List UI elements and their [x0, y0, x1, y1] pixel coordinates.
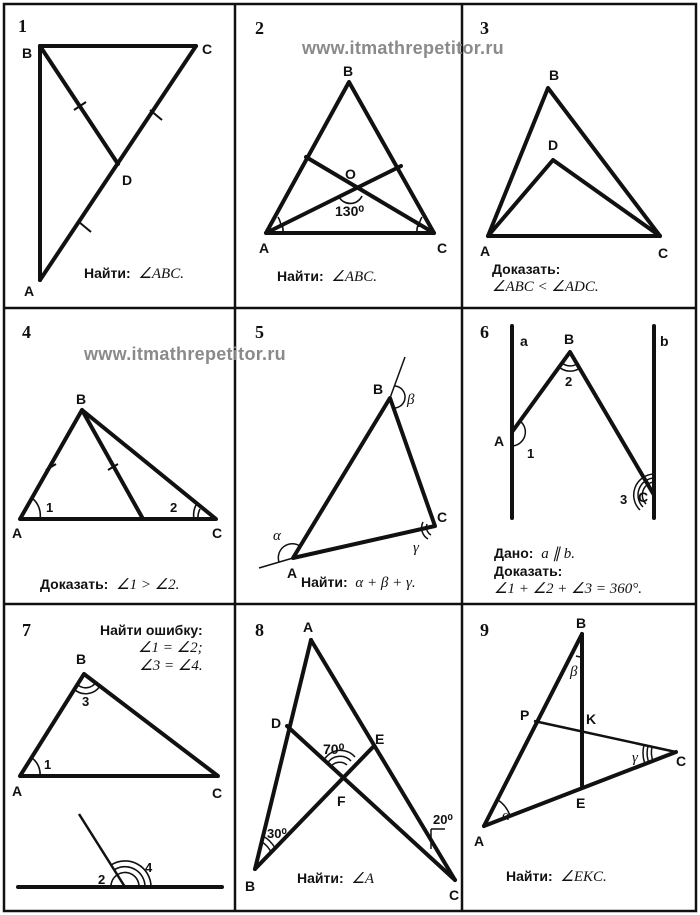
problem-number: 4 [22, 322, 31, 342]
point-label-c: C [202, 41, 213, 57]
point-label-c: C [638, 489, 649, 505]
problem-number: 3 [480, 18, 489, 38]
problem-1 [4, 4, 235, 308]
angle-label-gamma: γ [632, 750, 638, 766]
figure [462, 604, 696, 911]
task-expression: ∠ABC < ∠ADC. [492, 279, 599, 295]
point-label-c: C [658, 245, 669, 261]
angle-arc-gamma [643, 745, 645, 764]
triangle-abc [293, 398, 435, 558]
watermark-top: www.itmathrepetitor.ru [302, 38, 504, 58]
point-label-c: C [437, 509, 448, 525]
point-label-c: C [212, 785, 223, 801]
side-ac [311, 640, 455, 880]
angle-label-alpha: α [502, 808, 510, 824]
problem-number: 7 [22, 620, 31, 640]
point-label-b: B [245, 878, 256, 894]
point-label-a: A [494, 433, 505, 449]
point-label-b: B [76, 651, 87, 667]
point-label-c: C [437, 240, 448, 256]
problem-number: 9 [480, 620, 489, 640]
angle-label-beta: β [570, 664, 578, 680]
task-expression: ∠1 + ∠2 + ∠3 = 360°. [494, 581, 642, 597]
problem-4 [4, 308, 235, 604]
angle-value: 130⁰ [335, 203, 364, 219]
task-expression: ∠A [351, 871, 375, 887]
point-label-a: A [24, 283, 35, 299]
angle-arc-2 [559, 367, 580, 371]
task-text [492, 261, 599, 296]
angle-label-3: 3 [620, 492, 628, 507]
task-text [506, 868, 607, 886]
triangle-abc [488, 88, 660, 236]
angle-label-1: 1 [44, 757, 52, 772]
line-label-b: b [660, 333, 669, 349]
task-expression: ∠1 > ∠2. [116, 577, 180, 593]
angle-value-c: 20⁰ [433, 812, 453, 827]
task-label: Доказать: [492, 261, 561, 277]
point-label-a: A [287, 565, 298, 581]
angle-arc-1 [32, 498, 40, 519]
task-label: Доказать: [494, 563, 563, 579]
point-label-f: F [337, 793, 346, 809]
angle-value-f: 70⁰ [323, 741, 345, 757]
problem-2 [235, 4, 462, 308]
point-label-k: K [586, 711, 597, 727]
figure [4, 308, 235, 604]
watermark-middle: www.itmathrepetitor.ru [84, 344, 286, 364]
task-expression: α + β + γ. [355, 575, 416, 591]
task-text [297, 870, 374, 888]
figure [4, 4, 235, 308]
extension-line-b [390, 357, 405, 398]
broken-line-abc [512, 352, 654, 495]
figure [235, 308, 462, 604]
given-expression: a ∥ b. [541, 546, 575, 562]
segment-pc [534, 721, 676, 752]
point-label-b: B [373, 381, 384, 397]
angle-arc-b [262, 842, 271, 852]
task-expression: ∠EKC. [560, 869, 607, 885]
segment-bd [40, 46, 118, 164]
angle-label-2: 2 [170, 500, 178, 515]
angle-label-4: 4 [145, 860, 153, 875]
task-text [301, 574, 416, 592]
task-label: Доказать: [40, 576, 109, 592]
task-label: Найти: [301, 574, 348, 590]
point-label-a: A [474, 833, 485, 849]
problem-number: 6 [480, 322, 489, 342]
segment-be [255, 747, 373, 869]
point-label-a: A [12, 525, 23, 541]
point-label-p: P [520, 707, 530, 723]
task-expression: ∠1 = ∠2; [138, 640, 203, 656]
task-label: Найти: [84, 265, 131, 281]
point-label-d: D [122, 172, 133, 188]
angle-arc-gamma [647, 746, 649, 763]
line-label-a: a [520, 333, 528, 349]
point-label-e: E [375, 731, 385, 747]
problem-5 [235, 308, 462, 604]
problem-number: 8 [255, 620, 264, 640]
angle-label-beta: β [407, 392, 415, 408]
angle-value-b: 30⁰ [267, 826, 287, 841]
angle-label-1: 1 [46, 500, 54, 515]
problem-7 [4, 604, 235, 911]
problem-9 [462, 604, 696, 911]
point-label-c: C [676, 753, 687, 769]
angle-label-alpha: α [273, 528, 281, 544]
problem-6 [462, 308, 696, 604]
task-text [494, 545, 642, 598]
point-label-b: B [576, 615, 587, 631]
tick-mark [79, 222, 91, 232]
point-label-a: A [480, 243, 491, 259]
point-label-a: A [303, 619, 314, 635]
task-label: Найти: [297, 870, 344, 886]
segment-bd [82, 410, 143, 519]
point-label-d: D [548, 137, 559, 153]
problem-number: 1 [18, 16, 27, 36]
task-text [100, 622, 203, 675]
angle-arc-2 [194, 505, 196, 519]
task-text [277, 268, 377, 286]
task-expression: ∠ABC. [331, 269, 377, 285]
point-label-b: B [22, 45, 33, 61]
point-label-c: C [212, 525, 223, 541]
segment-ab [484, 634, 582, 826]
task-expression: ∠ABC. [138, 266, 184, 282]
task-label: Найти: [277, 268, 324, 284]
problem-number: 5 [255, 322, 264, 342]
problem-8 [235, 604, 462, 911]
point-label-a: A [259, 240, 270, 256]
problem-number: 2 [255, 18, 264, 38]
figure [235, 604, 462, 911]
angle-label-2: 2 [98, 872, 106, 887]
angle-label-1: 1 [527, 446, 535, 461]
figure [235, 4, 462, 308]
point-label-o: O [345, 166, 356, 182]
task-text [84, 265, 184, 283]
angle-label-2: 2 [565, 374, 573, 389]
point-label-d: D [271, 715, 282, 731]
task-expression: ∠3 = ∠4. [139, 658, 203, 674]
point-label-b: B [76, 391, 87, 407]
angle-arc-gamma [651, 747, 653, 761]
given-label: Дано: [494, 545, 534, 561]
task-text [40, 576, 179, 594]
angle-label-gamma: γ [413, 540, 419, 556]
problem-3 [462, 4, 696, 308]
point-label-a: A [12, 783, 23, 799]
point-label-e: E [576, 795, 586, 811]
angle-arc-1 [32, 758, 40, 776]
task-label: Найти ошибку: [100, 622, 203, 638]
point-label-b: B [549, 67, 560, 83]
task-label: Найти: [506, 868, 553, 884]
point-label-b: B [564, 331, 575, 347]
point-label-c: C [449, 887, 460, 903]
angle-label-3: 3 [82, 694, 90, 709]
point-label-b: B [343, 63, 354, 79]
angle-arc-beta [393, 386, 405, 408]
